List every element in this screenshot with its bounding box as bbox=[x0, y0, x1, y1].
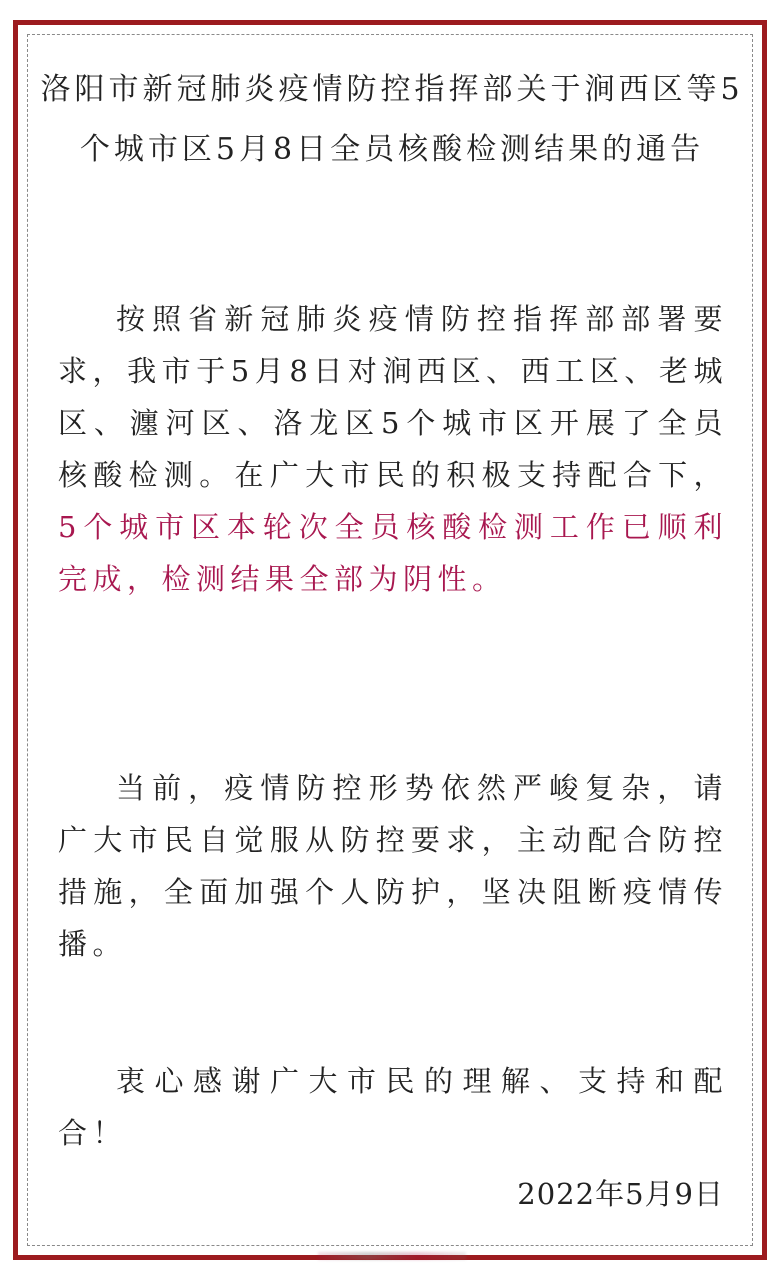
seal-fragment bbox=[318, 1252, 466, 1260]
notice-paragraph-2: 当前，疫情防控形势依然严峻复杂，请广大市民自觉服从防控要求，主动配合防控措施，全面加强个人防护，坚决阻断疫情传播。 bbox=[58, 771, 728, 961]
highlighted-result-text: 5个城市区本轮次全员核酸检测工作已顺利完成，检测结果全部为阴性。 bbox=[58, 510, 728, 596]
paragraph-1-lead-text: 按照省新冠肺炎疫情防控指挥部部署要求，我市于5月8日对涧西区、西工区、老城区、瀍河区、洛龙区5个城市区开展了全员核酸检测。在广大市民的积极支持配合下， bbox=[58, 302, 728, 492]
notice-date: 2022年5月9日 bbox=[517, 1177, 724, 1211]
notice-title: 洛阳市新冠肺炎疫情防控指挥部关于涧西区等5个城市区5月8日全员核酸检测结果的通告 bbox=[40, 72, 744, 167]
notice-paragraph-3: 衷心感谢广大市民的理解、支持和配合！ bbox=[58, 1064, 728, 1150]
notice-paragraph-1 bbox=[58, 293, 728, 605]
